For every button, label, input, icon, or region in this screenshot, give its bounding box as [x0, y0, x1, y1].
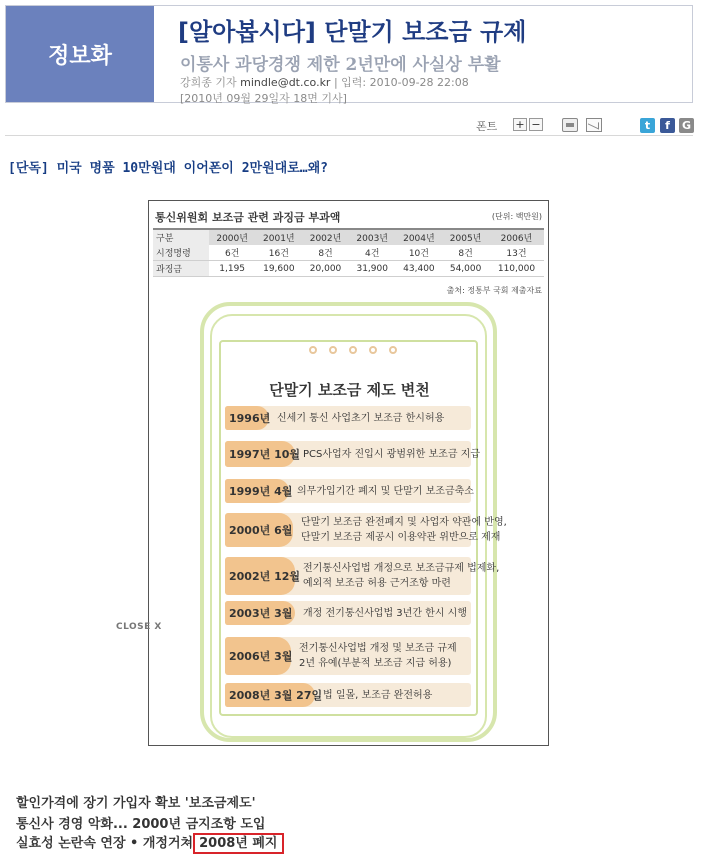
article-header: [5, 5, 693, 103]
timeline-year: 1997년 10월: [225, 441, 295, 467]
input-date: | 입력: 2010-09-28 22:08: [333, 76, 469, 89]
summary-line-3-text: 실효성 논란속 연장 • 개정거쳐: [16, 836, 194, 851]
timeline-desc: 단말기 보조금 완전폐지 및 사업자 약관에 반영, 단말기 보조금 제공시 이용약관 위반으로 제재: [301, 517, 507, 543]
table-header-cell: 2002년: [302, 229, 349, 245]
table-cell: 4건: [349, 245, 396, 261]
facebook-icon[interactable]: f: [660, 118, 675, 133]
timeline-desc: 법 일몰, 보조금 완전허용: [323, 689, 433, 701]
table-cell: 110,000: [489, 261, 544, 277]
timeline-year: 1996년: [225, 406, 269, 430]
table-header-cell: 2006년: [489, 229, 544, 245]
table-header-cell: 2005년: [442, 229, 489, 245]
table-header-cell: 구분: [153, 229, 209, 245]
screen-title: 단말기 보조금 제도 변천: [269, 381, 430, 399]
email-icon[interactable]: [586, 118, 602, 132]
table-cell: 시정명령: [153, 245, 209, 261]
print-icon[interactable]: [562, 118, 578, 132]
phone-dot: [309, 346, 317, 354]
table-row: [153, 261, 544, 277]
timeline-desc: 신세기 통신 사업초기 보조금 한시허용: [277, 412, 445, 424]
article-subtitle: 이통사 과당경쟁 제한 2년만에 사실상 부활: [180, 55, 501, 75]
table-cell: 19,600: [256, 261, 303, 277]
article-title: [알아봅시다] 단말기 보조금 규제: [178, 18, 527, 46]
category-label[interactable]: 정보화: [6, 6, 154, 102]
timeline-year: 1999년 4월: [225, 479, 289, 503]
table-cell: 1,195: [209, 261, 256, 277]
related-article-link[interactable]: [단독] 미국 명품 10만원대 이어폰이 2만원대로…왜?: [8, 161, 328, 176]
table-cell: 10건: [396, 245, 443, 261]
timeline-desc: 전기통신사업법 개정 및 보조금 규제 2년 유예(부분적 보조금 지급 허용): [299, 643, 457, 669]
timeline-desc: PCS사업자 진입시 광범위한 보조금 지급: [303, 448, 480, 460]
timeline-row: [225, 637, 471, 675]
font-label: 폰트: [476, 120, 498, 133]
timeline-row: [225, 479, 474, 503]
summary-line-2: 통신사 경영 악화... 2000년 금지조항 도입: [16, 817, 266, 832]
timeline-desc: 의무가입기간 폐지 및 단말기 보조금축소: [297, 485, 474, 497]
timeline-year: 2000년 6월: [225, 513, 293, 547]
table-row: [153, 245, 544, 261]
table-cell: 43,400: [396, 261, 443, 277]
timeline-year: 2008년 3월 27일: [225, 683, 315, 707]
byline: [180, 74, 469, 90]
timeline-desc: 전기통신사업법 개정으로 보조금규제 법제화, 예외적 보조금 허용 근거조항 마련: [303, 563, 500, 589]
table-header-cell: 2001년: [256, 229, 303, 245]
phone-dot: [349, 346, 357, 354]
table-source: 출처: 정통부 국회 제출자료: [446, 286, 542, 295]
divider: [5, 135, 693, 136]
font-decrease-button[interactable]: −: [529, 118, 543, 131]
penalty-table: [153, 228, 544, 277]
font-increase-button[interactable]: +: [513, 118, 527, 131]
timeline-row: [225, 441, 480, 467]
timeline-year: 2006년 3월: [225, 637, 291, 675]
timeline-row: [225, 683, 471, 707]
timeline-desc: 개정 전기통신사업법 3년간 한시 시행: [303, 607, 467, 619]
table-cell: 31,900: [349, 261, 396, 277]
google-icon[interactable]: G: [679, 118, 694, 133]
table-cell: 54,000: [442, 261, 489, 277]
timeline-row: [225, 513, 507, 547]
table-unit: (단위: 백만원): [491, 212, 542, 221]
table-header-cell: 2004년: [396, 229, 443, 245]
table-header-cell: 2003년: [349, 229, 396, 245]
timeline-year: 2002년 12월: [225, 557, 295, 595]
table-cell: 16건: [256, 245, 303, 261]
phone-dot: [389, 346, 397, 354]
close-button[interactable]: CLOSE X: [116, 622, 162, 632]
table-cell: 과징금: [153, 261, 209, 277]
infographic-image: [148, 200, 549, 746]
timeline-year: 2003년 3월: [225, 601, 295, 625]
twitter-icon[interactable]: t: [640, 118, 655, 133]
phone-dot: [369, 346, 377, 354]
table-title: 통신위원회 보조금 관련 과징금 부과액: [155, 211, 341, 224]
table-cell: 6건: [209, 245, 256, 261]
edition-info: [2010년 09월 29일자 18면 기사]: [180, 92, 347, 105]
phone-dot: [329, 346, 337, 354]
highlight-box: 2008년 폐지: [193, 833, 283, 854]
summary-line-3: [16, 832, 284, 854]
table-cell: 8건: [442, 245, 489, 261]
summary-line-1: 할인가격에 장기 가입자 확보 '보조금제도': [16, 796, 256, 811]
timeline-row: [225, 601, 471, 625]
timeline-row: [225, 406, 471, 430]
table-header-cell: 2000년: [209, 229, 256, 245]
table-cell: 20,000: [302, 261, 349, 277]
table-cell: 8건: [302, 245, 349, 261]
reporter-email[interactable]: mindle@dt.co.kr: [240, 76, 331, 89]
reporter-name: 강희종 기자: [180, 76, 237, 89]
timeline-row: [225, 557, 500, 595]
table-cell: 13건: [489, 245, 544, 261]
